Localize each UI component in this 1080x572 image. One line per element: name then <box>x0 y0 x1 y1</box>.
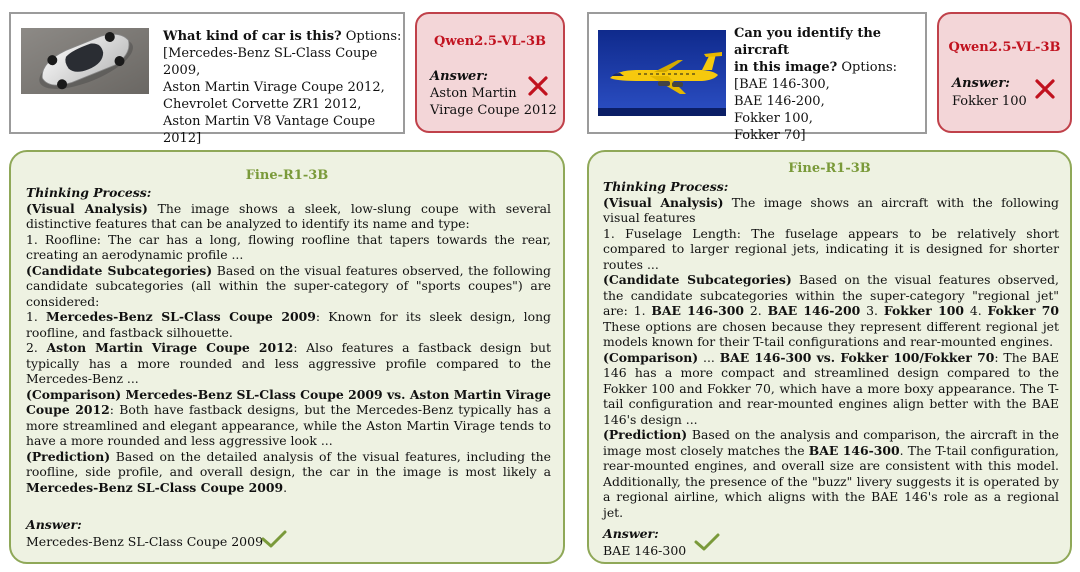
right-baseline-model: Qwen2.5-VL-3B <box>948 40 1061 55</box>
right-p1-item: 1. Fuselage Length: The fuselage appears to be relatively short compared to larger regional jets, indicating it is designed for shorter routes ... <box>603 225 1059 272</box>
left-options-label: Options: <box>341 29 402 44</box>
left-option-2: Aston Martin Virage Coupe 2012, <box>163 80 385 95</box>
right-baseline-answer-label: Answer: <box>952 76 1010 91</box>
left-c1-text: : Known for its sleek design, long roofline, and fastback silhouette. <box>26 309 551 340</box>
left-c2-text: : Also features a fastback design but typically has a more rounded and less aggressive profile compared to the Mercedes-Benz ... <box>26 340 551 386</box>
right-baseline-box <box>937 12 1072 133</box>
right-question-bold-1: Can you identify the aircraft <box>734 26 882 58</box>
left-option-1: [Mercedes-Benz SL-Class Coupe 2009, <box>163 46 378 78</box>
right-options-label: Options: <box>837 60 898 75</box>
left-c2-num: 2. <box>26 340 47 355</box>
right-fine-answer-label: Answer: <box>603 526 659 541</box>
right-candidates <box>603 272 1059 350</box>
right-question-bold-2: in this image? <box>734 60 838 75</box>
right-p2-s3: 3. <box>860 303 884 318</box>
right-thinking-label: Thinking Process: <box>603 179 729 194</box>
right-option-2: BAE 146-200, <box>734 94 825 109</box>
left-option-4: Aston Martin V8 Vantage Coupe 2012] <box>163 114 376 146</box>
right-p2-c1: BAE 146-300 <box>651 303 745 318</box>
right-p2-tail: These options are chosen because they represent different regional jet models known for their T-tail configurations and rear-mounted engines. <box>603 318 1059 349</box>
right-p2-c2: BAE 146-200 <box>767 303 861 318</box>
right-comparison <box>603 350 1059 428</box>
left-baseline-model: Qwen2.5-VL-3B <box>434 34 546 49</box>
left-fine-answer: Mercedes-Benz SL-Class Coupe 2009 <box>26 534 264 549</box>
left-p3-head: (Comparison) Mercedes-Benz SL-Class Coupe 2009 vs. Aston Martin Virage Coupe 2012 <box>26 386 551 417</box>
left-p1-head: (Visual Analysis) <box>26 200 148 216</box>
left-option-3: Chevrolet Corvette ZR1 2012, <box>163 97 362 112</box>
right-p3-text: : The BAE 146 has a more compact and streamlined design compared to the Fokker 100 and Fokker 70, which have a more boxy appearance. The T-tail configuration and rear-mounted engines align better with the BAE 146's design ... <box>603 349 1059 427</box>
right-p3-head: (Comparison) <box>603 349 699 365</box>
left-p1-text: The image shows a sleek, low-slung coupe with several distinctive features that can be analyzed to identify its name and type: <box>26 200 552 231</box>
right-prediction <box>603 427 1059 520</box>
left-p4-head: (Prediction) <box>26 448 111 464</box>
left-fine-model: Fine-R1-3B <box>245 168 329 183</box>
left-c1-num: 1. <box>26 309 47 324</box>
left-question-bold: What kind of car is this? <box>163 29 342 44</box>
right-option-1: [BAE 146-300, <box>734 77 830 92</box>
x-mark-icon <box>1034 78 1056 100</box>
right-p1-head: (Visual Analysis) <box>603 194 724 210</box>
x-mark-icon <box>527 75 549 97</box>
left-p1-item: 1. Roofline: The car has a long, flowing roofline that tapers towards the rear, creating an aerodynamic profile ... <box>26 231 551 262</box>
left-baseline-box <box>415 12 565 133</box>
left-p2-text: Based on the visual features observed, the following candidate subcategories (all within the super-category of "sports coupes") are considered: <box>26 262 551 309</box>
check-mark-icon <box>693 531 721 553</box>
right-p4-tail: . The T-tail configuration, rear-mounted engines, and overall size are consistent with this model. Additionally, the presence of the "buzz" livery suggests it is operated by a regional airline, which aligns with the BAE 146's role as a regional jet. <box>603 442 1059 520</box>
right-p2-text: Based on the visual features observed, the candidate subcategories within the super-category "regional jet" are: 1. <box>603 272 1059 318</box>
right-p4-head: (Prediction) <box>603 427 688 442</box>
left-prediction <box>26 449 551 496</box>
right-p1-text: The image shows an aircraft with the following visual features <box>603 194 1059 225</box>
right-baseline-answer <box>952 93 1027 110</box>
aircraft-image <box>598 30 726 116</box>
left-thinking-label: Thinking Process: <box>26 185 152 200</box>
check-mark-icon <box>260 528 288 550</box>
left-p4-end: . <box>283 479 288 495</box>
left-visual-analysis <box>26 201 551 232</box>
left-baseline-answer-label: Answer: <box>430 69 488 84</box>
left-candidates <box>26 263 551 310</box>
left-comparison <box>26 387 551 449</box>
right-p4-text: Based on the analysis and comparison, the aircraft in the image most closely matches the <box>603 427 1059 458</box>
left-fine-box <box>9 150 565 564</box>
left-fine-body <box>26 185 551 495</box>
right-p2-c3: Fokker 100 <box>883 303 964 318</box>
right-p3-bold: BAE 146-300 vs. Fokker 100/Fokker 70 <box>719 349 995 365</box>
right-fine-model: Fine-R1-3B <box>788 161 871 176</box>
right-p3-mid: ... <box>698 349 720 365</box>
right-option-3: Fokker 100, <box>734 111 813 126</box>
right-p2-head: (Candidate Subcategories) <box>603 272 792 287</box>
right-p2-c4: Fokker 70 <box>987 303 1059 318</box>
left-p4-bold: Mercedes-Benz SL-Class Coupe 2009 <box>26 479 284 495</box>
left-baseline-answer-line-1: Aston Martin <box>430 86 517 101</box>
left-p4-text: Based on the detailed analysis of the visual features, including the roofline, side profile, and overall design, the car in the image is most likely a <box>26 448 551 479</box>
right-question-box <box>587 12 927 143</box>
right-p2-s4: 4. <box>963 303 988 318</box>
left-p2-head: (Candidate Subcategories) <box>26 262 213 278</box>
left-candidate-2 <box>26 340 551 387</box>
right-p4-bold: BAE 146-300 <box>808 442 900 458</box>
left-question-text <box>163 28 403 147</box>
right-baseline-answer-line-1: Fokker 100 <box>952 94 1027 109</box>
left-candidate-1 <box>26 309 551 340</box>
left-c1-name: Mercedes-Benz SL-Class Coupe 2009 <box>46 309 316 324</box>
left-baseline-answer-line-2: Virage Coupe 2012 <box>430 103 557 118</box>
right-option-4: Fokker 70] <box>734 128 806 143</box>
right-fine-answer: BAE 146-300 <box>603 543 687 558</box>
left-fine-answer-label: Answer: <box>26 517 82 532</box>
right-fine-box <box>587 150 1072 564</box>
left-c2-name: Aston Martin Virage Coupe 2012 <box>46 340 294 355</box>
right-fine-body <box>603 179 1059 520</box>
right-p2-s2: 2. <box>744 303 768 318</box>
left-p3-text: : Both have fastback designs, but the Mercedes-Benz typically has a more streamlined and elegant appearance, while the Aston Martin Virage tends to have a more rounded and less aggressive look ... <box>26 402 551 448</box>
right-visual-analysis <box>603 195 1059 226</box>
car-image <box>21 28 149 94</box>
right-question-text <box>734 25 929 144</box>
left-question-box <box>9 12 405 146</box>
